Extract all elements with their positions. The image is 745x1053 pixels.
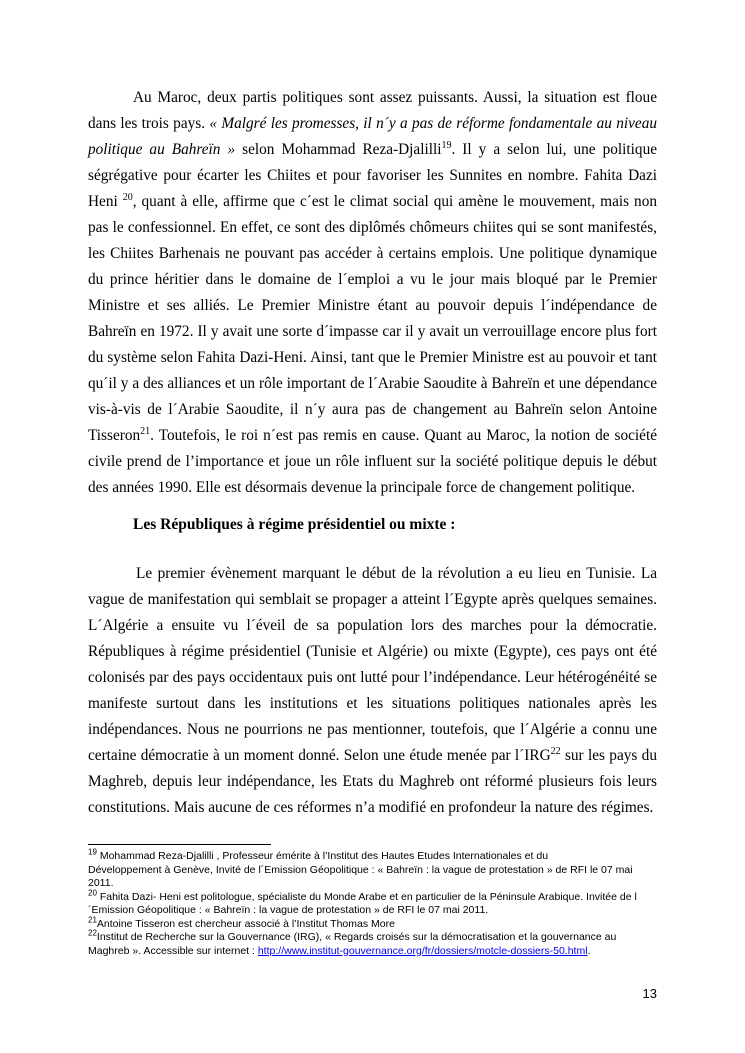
- paragraph-1-text: . Toutefois, le roi n´est pas remis en cause. Quant au Maroc, la notion de société civile prend de l’importance et joue un rôle influent sur la société politique depuis le début des années 1990. Elle est désormais devenue la principale force de changement politique.: [88, 427, 657, 496]
- paragraph-1-text: . Il y a selon lui, une politique ségrégative pour écarter les Chiites et pour favoriser les Sunnites en nombre. Fahita Dazi Heni: [88, 141, 658, 210]
- footnote-ref-21: 21: [140, 425, 151, 437]
- footnote-21: [88, 915, 657, 932]
- footnote-ref-22: 22: [550, 745, 561, 757]
- paragraph-1-text: selon Mohammad Reza-Djalilli: [235, 141, 442, 158]
- paragraph-2-text: Le premier évènement marquant le début de la révolution a eu lieu en Tunisie. La vague de manifestation qui semblait se propager a atteint l´Egypte après quelques semaines. L´Algérie a ensuite vu l´éveil de sa population lors des marches pour la démocratie. Républiques à régime présidentiel (Tunisie et Algérie) ou mixte (Egypte), ces pays ont été colonisés par des pays occidentaux puis ont lutté pour l’indépendance. Leur hétérogénéité se manifeste surtout dans les institutions et les situations politiques nationales après les indépendances. Nous ne pourrions ne pas mentionner, toutefois, que l´Algérie a connu une certaine démocratie à un moment donné. Selon une étude menée par l´IRG: [88, 565, 657, 764]
- paragraph-2-text: sur les pays du Maghreb, depuis leur indépendance, les Etats du Maghreb ont réformé plusieurs fois leurs constitutions. Mais aucune de ces réformes n’a modifié en profondeur la nature des régimes.: [88, 747, 657, 816]
- paragraph-1-text: Au Maroc, deux partis politiques sont assez puissants. Aussi, la situation est floue dans les trois pays.: [88, 89, 657, 132]
- paragraph-1-quote: « Malgré les promesses, il n´y a pas de réforme fondamentale au niveau politique au Bahreïn »: [88, 115, 657, 158]
- paragraph-1: [88, 85, 657, 501]
- footnote-separator: [88, 844, 271, 845]
- page-number: 13: [642, 986, 657, 1001]
- footnote-22-text: Institut de Recherche sur la Gouvernance (IRG), « Regards croisés sur la démocratisation et la gouvernance au Maghreb ». Accessible sur internet :: [88, 931, 617, 957]
- footnote-22-marker: 22: [88, 928, 97, 938]
- footnote-19-text: Développement à Genève, Invité de l´Emission Géopolitique : « Bahreïn : la vague de protestation » de RFI le 07 mai 2011.: [88, 863, 633, 889]
- footnote-22-text: .: [587, 944, 591, 957]
- footnote-20-marker: 20: [88, 888, 97, 897]
- section-heading: Les Républiques à régime présidentiel ou mixte :: [133, 516, 456, 533]
- paragraph-2: [88, 561, 657, 821]
- footnote-19: [88, 847, 657, 891]
- footnote-19-marker: 19: [88, 847, 97, 857]
- footnote-22: [88, 928, 657, 958]
- footnote-20-text: Fahita Dazi- Heni est politologue, spécialiste du Monde Arabe et en particulier de la Péninsule Arabique. Invitée de l´Emission Géopolitique : « Bahreïn : la vague de protestation » de RFI le 07 mai 2011.: [88, 890, 637, 916]
- footnote-22-hyperlink[interactable]: http://www.institut-gouvernance.org/fr/dossiers/motcle-dossiers-50.html: [257, 944, 588, 957]
- footnotes-section: [88, 844, 657, 958]
- footnote-20: [88, 888, 657, 918]
- paragraph-1-text: , quant à elle, affirme que c´est le climat social qui amène le mouvement, mais non pas le confessionnel. En effet, ce sont des diplômés chômeurs chiites qui se sont manifestés, les Chiites Barhenais ne pouvant pas accéder à certains emplois. Une politique dynamique du prince héritier dans le domaine de l´emploi a vu le jour mais bloqué par le Premier Ministre et ses alliés. Le Premier Ministre étant au pouvoir depuis l´indépendance de Bahreïn en 1972. Il y avait une sorte d´impasse car il y avait un verrouillage encore plus fort du système selon Fahita Dazi-Heni. Ainsi, tant que le Premier Ministre est au pouvoir et tant qu´il y a des alliances et un rôle important de l´Arabie Saoudite à Bahreïn et une dépendance vis-à-vis de l´Arabie Saoudite, il n´y aura pas de changement au Bahreïn selon Antoine Tisseron: [88, 193, 657, 444]
- footnote-19-text: Mohammad Reza-Djalilli , Professeur émérite à l’Institut des Hautes Etudes Internationales et du: [96, 850, 549, 862]
- footnote-ref-19: 19: [441, 139, 452, 151]
- footnote-21-text: Antoine Tisseron est chercheur associé à l’Institut Thomas More: [96, 917, 395, 930]
- footnote-21-marker: 21: [88, 915, 97, 924]
- footnote-ref-20: 20: [122, 191, 133, 203]
